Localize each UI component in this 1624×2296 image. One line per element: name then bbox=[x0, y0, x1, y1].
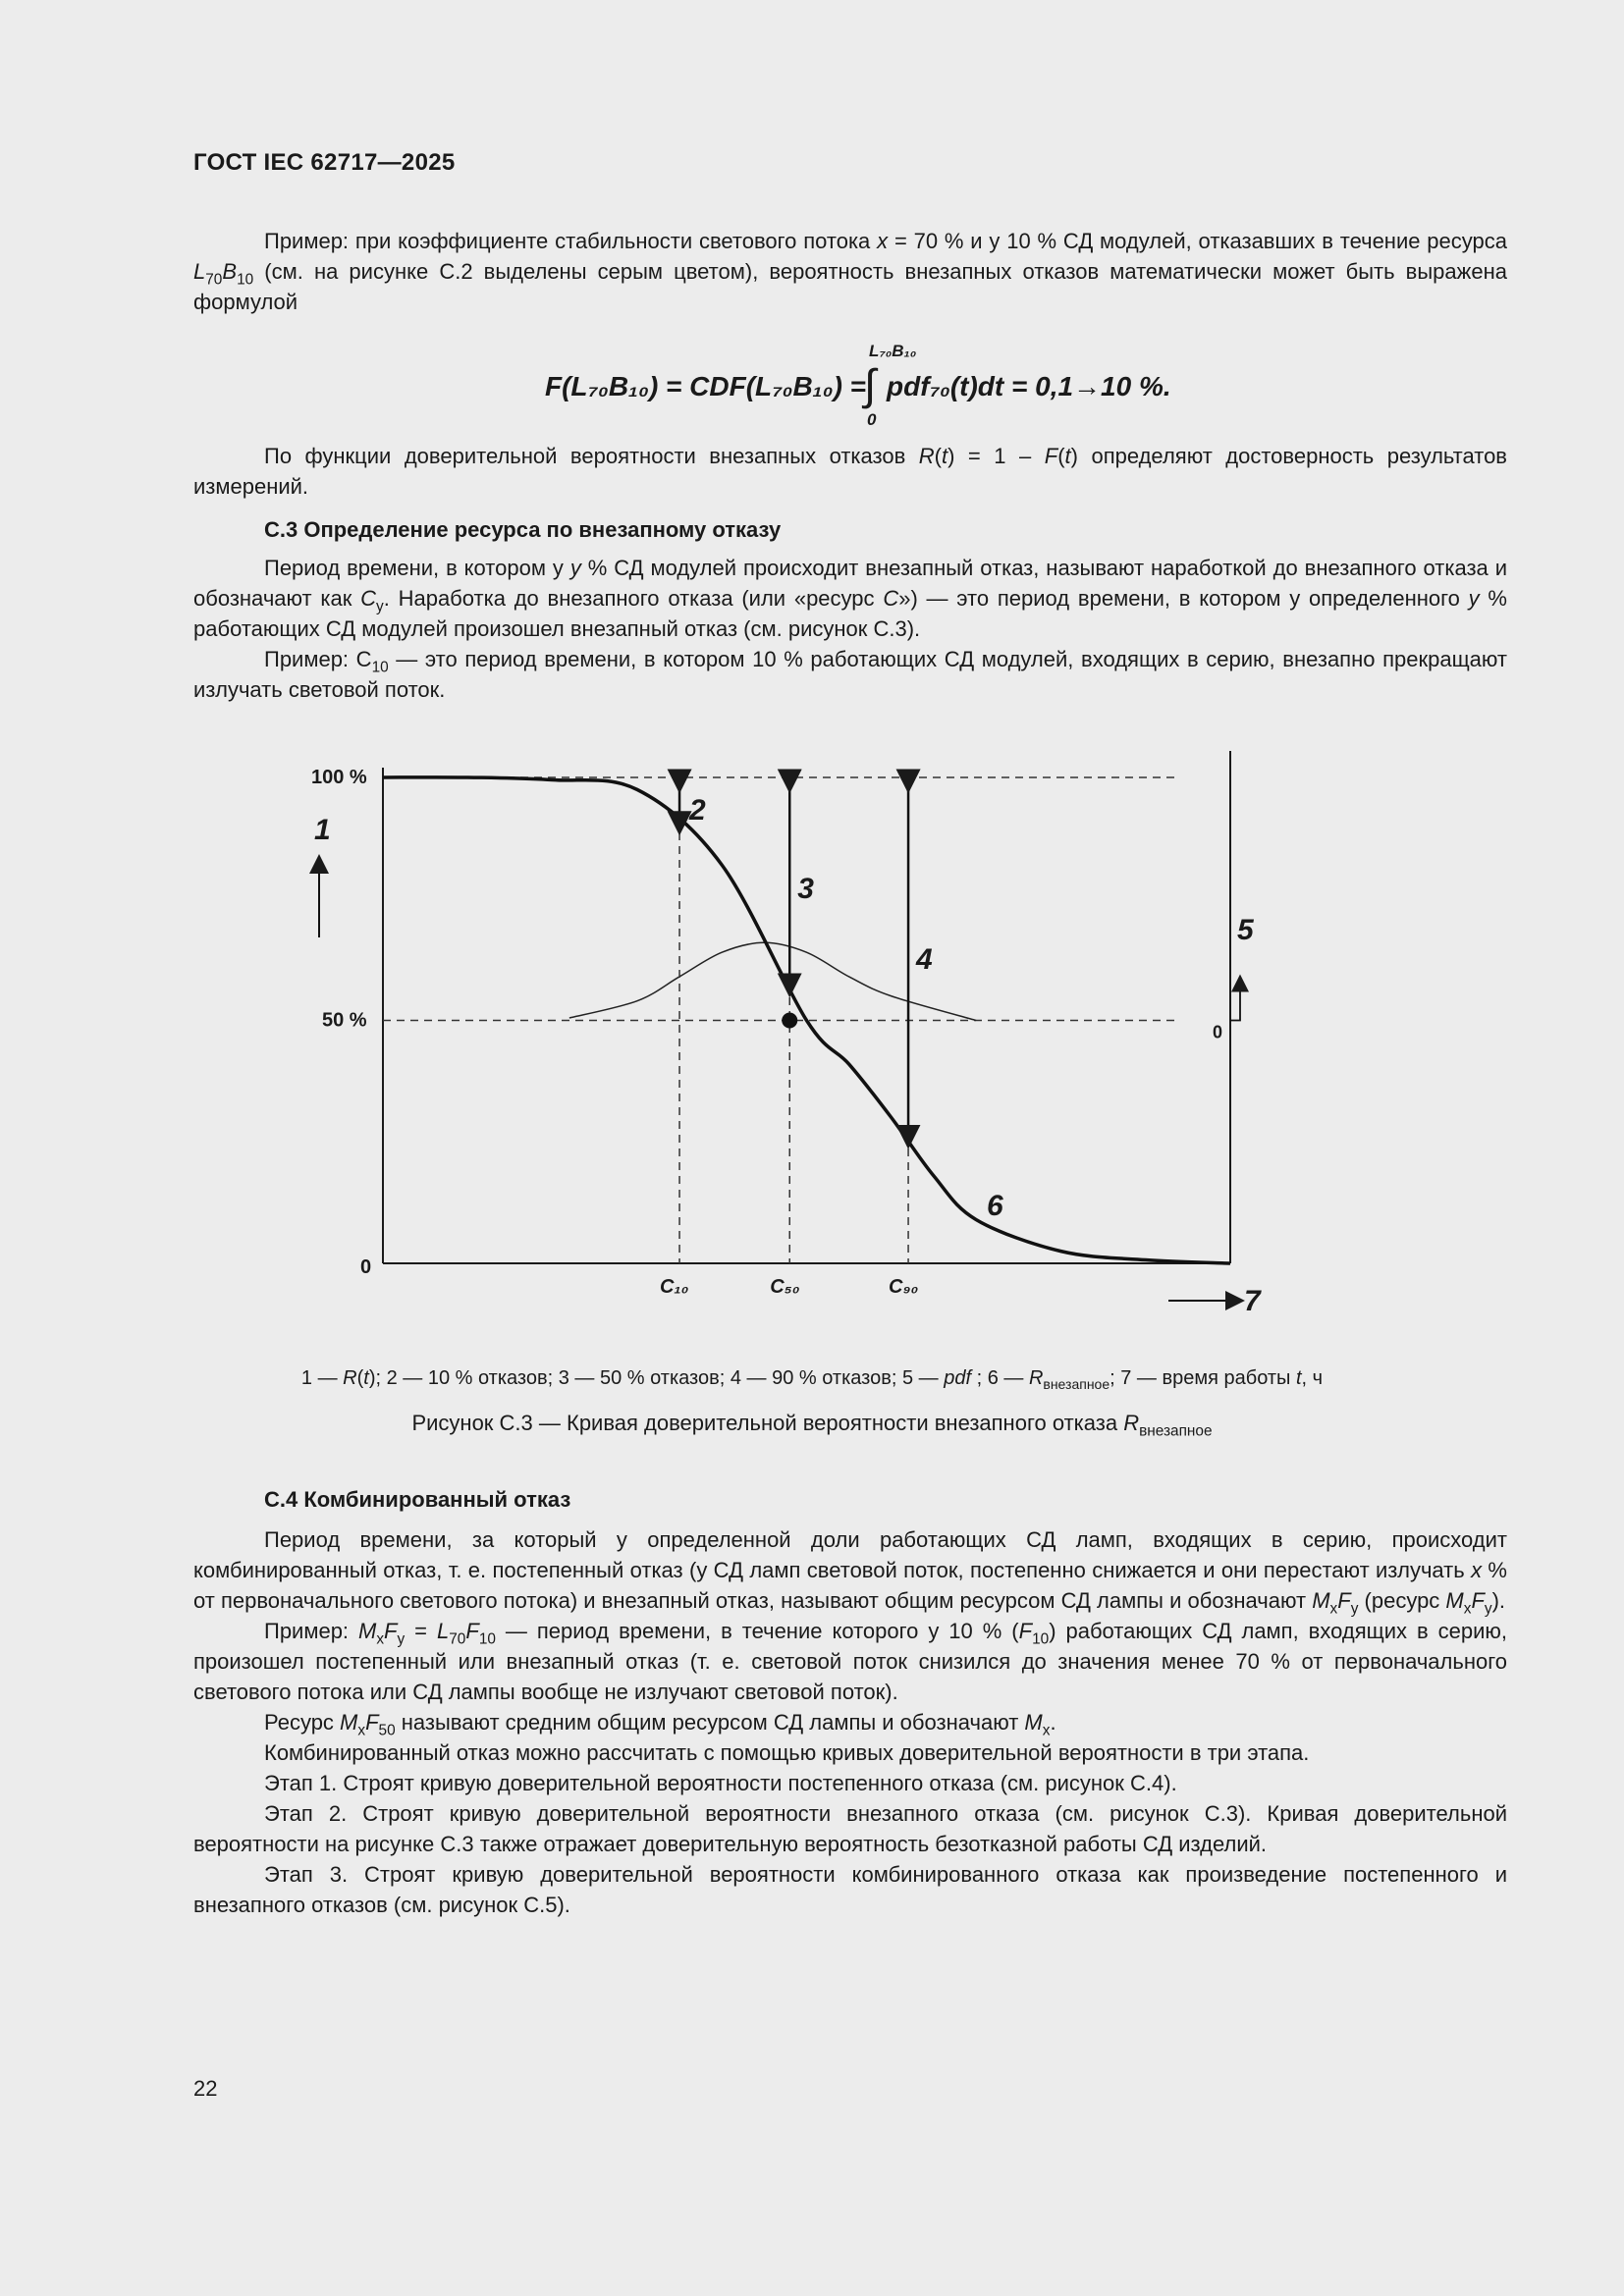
document-header: ГОСТ IEC 62717—2025 bbox=[193, 149, 456, 176]
integral-sign: ∫ bbox=[864, 361, 877, 409]
y-tick-label-50: 50 % bbox=[322, 1009, 367, 1032]
reliability-paragraph: По функции доверительной вероятности внезапных отказов R(t) = 1 – F(t) определяют достоверность результатов измерений. bbox=[193, 444, 1507, 499]
section-c4-heading: С.4 Комбинированный отказ bbox=[264, 1487, 571, 1512]
label-5: 5 bbox=[1237, 914, 1254, 946]
x-tick-label-c90: C₉₀ bbox=[889, 1276, 919, 1298]
label-1: 1 bbox=[314, 814, 331, 846]
formula-block bbox=[545, 342, 1232, 432]
formula-lhs: F(L₇₀B₁₀) = CDF(L₇₀B₁₀) = bbox=[545, 371, 867, 401]
integral-upper-limit: L₇₀B₁₀ bbox=[869, 342, 917, 360]
figure-title: Рисунок С.3 — Кривая доверительной вероятности внезапного отказа $R_{внезапное}$ bbox=[411, 1411, 1213, 1440]
label-6: 6 bbox=[987, 1190, 1003, 1222]
label-2: 2 bbox=[689, 794, 706, 827]
formula-integrand: pdf₇₀(t)dt = 0,1→10 %. bbox=[887, 371, 1171, 401]
c50-point bbox=[782, 1013, 797, 1029]
integral-lower-limit: 0 bbox=[867, 410, 877, 429]
label-7: 7 bbox=[1244, 1285, 1261, 1317]
intro-paragraph: Пример: при коэффициенте стабильности светового потока x = 70 % и у 10 % СД модулей, отказавших в течение ресурса $L_{70}B_{10}$ (см. на рисунке С.2 выделены серым цветом), вероятность внезапных отказов математически может быть выражена формулой bbox=[193, 229, 1507, 314]
page-number: 22 bbox=[193, 2076, 218, 2101]
section-c4-body: Период времени, за который у определенной доли работающих СД ламп, входящих в серию, происходит комбинированный отказ, т. е. постепенный отказ (у СД ламп световой поток, постепенно снижается и они перестают излучать x % от первоначального светового потока) и внезапный отказ, называют общим ресурсом СД лампы и обозначают $M_xF_y$ (ресурс $M_xF_y$). Пример: $M_xF_y = L_{70}F_{10}$ — период времени, в течение которого у 10 % $(F_{10})$ работающих СД ламп, входящих в серию, произошел постепенный или внезапный отказ (т. е. световой поток снизился до значения менее 70 % от первоначального светового потока или СД лампы вообще не излучают световой поток). Ресурс $M_xF_{50}$ называют средним общим ресурсом СД лампы и обозначают $M_x$. Комбинированный отказ можно рассчитать с помощью кривых доверительной вероятности в три этапа. Этап 1. Строят кривую доверительной вероятности постепенного отказа (см. рисунок С.4). Этап 2. Строят кривую доверительной вероятности внезапного отказа (см. рисунок С.3). Кривая доверительной вероятности на рисунке С.3 также отражает доверительную вероятность безотказной работы СД изделий. Этап 3. Строят кривую доверительной вероятности комбинированного отказа как произведение постепенного и внезапного отказов (см. рисунок С.5). bbox=[193, 1527, 1507, 1917]
figure-c3-chart bbox=[285, 741, 1267, 1320]
section-c3-body: Период времени, в котором у y % СД модулей происходит внезапный отказ, называют наработкой до внезапного отказа и обозначают как $C_y$. Наработка до внезапного отказа (или «ресурс C») — это период времени, в котором у определенного y % работающих СД модулей произошел внезапный отказ (см. рисунок С.3). Пример: $С_{10}$ — это период времени, в котором 10 % работающих СД модулей, входящих в серию, внезапно прекращают излучать световой поток. bbox=[193, 556, 1508, 702]
label-4: 4 bbox=[916, 943, 933, 976]
y-tick-label-0: 0 bbox=[360, 1256, 372, 1278]
section-c3-heading: С.3 Определение ресурса по внезапному отказу bbox=[264, 517, 782, 542]
figure-legend: 1 — R(t); 2 — 10 % отказов; 3 — 50 % отказов; 4 — 90 % отказов; 5 — pdf ; 6 — $R_{внезапное}$; 7 — время работы t, ч bbox=[300, 1367, 1324, 1392]
x-tick-label-c50: C₅₀ bbox=[770, 1276, 800, 1298]
right-axis-zero: 0 bbox=[1213, 1022, 1223, 1042]
y-tick-label-100: 100 % bbox=[311, 767, 367, 788]
x-tick-label-c10: C₁₀ bbox=[660, 1276, 689, 1298]
pdf-axis-arrow bbox=[1230, 984, 1240, 1021]
label-3: 3 bbox=[797, 873, 814, 905]
